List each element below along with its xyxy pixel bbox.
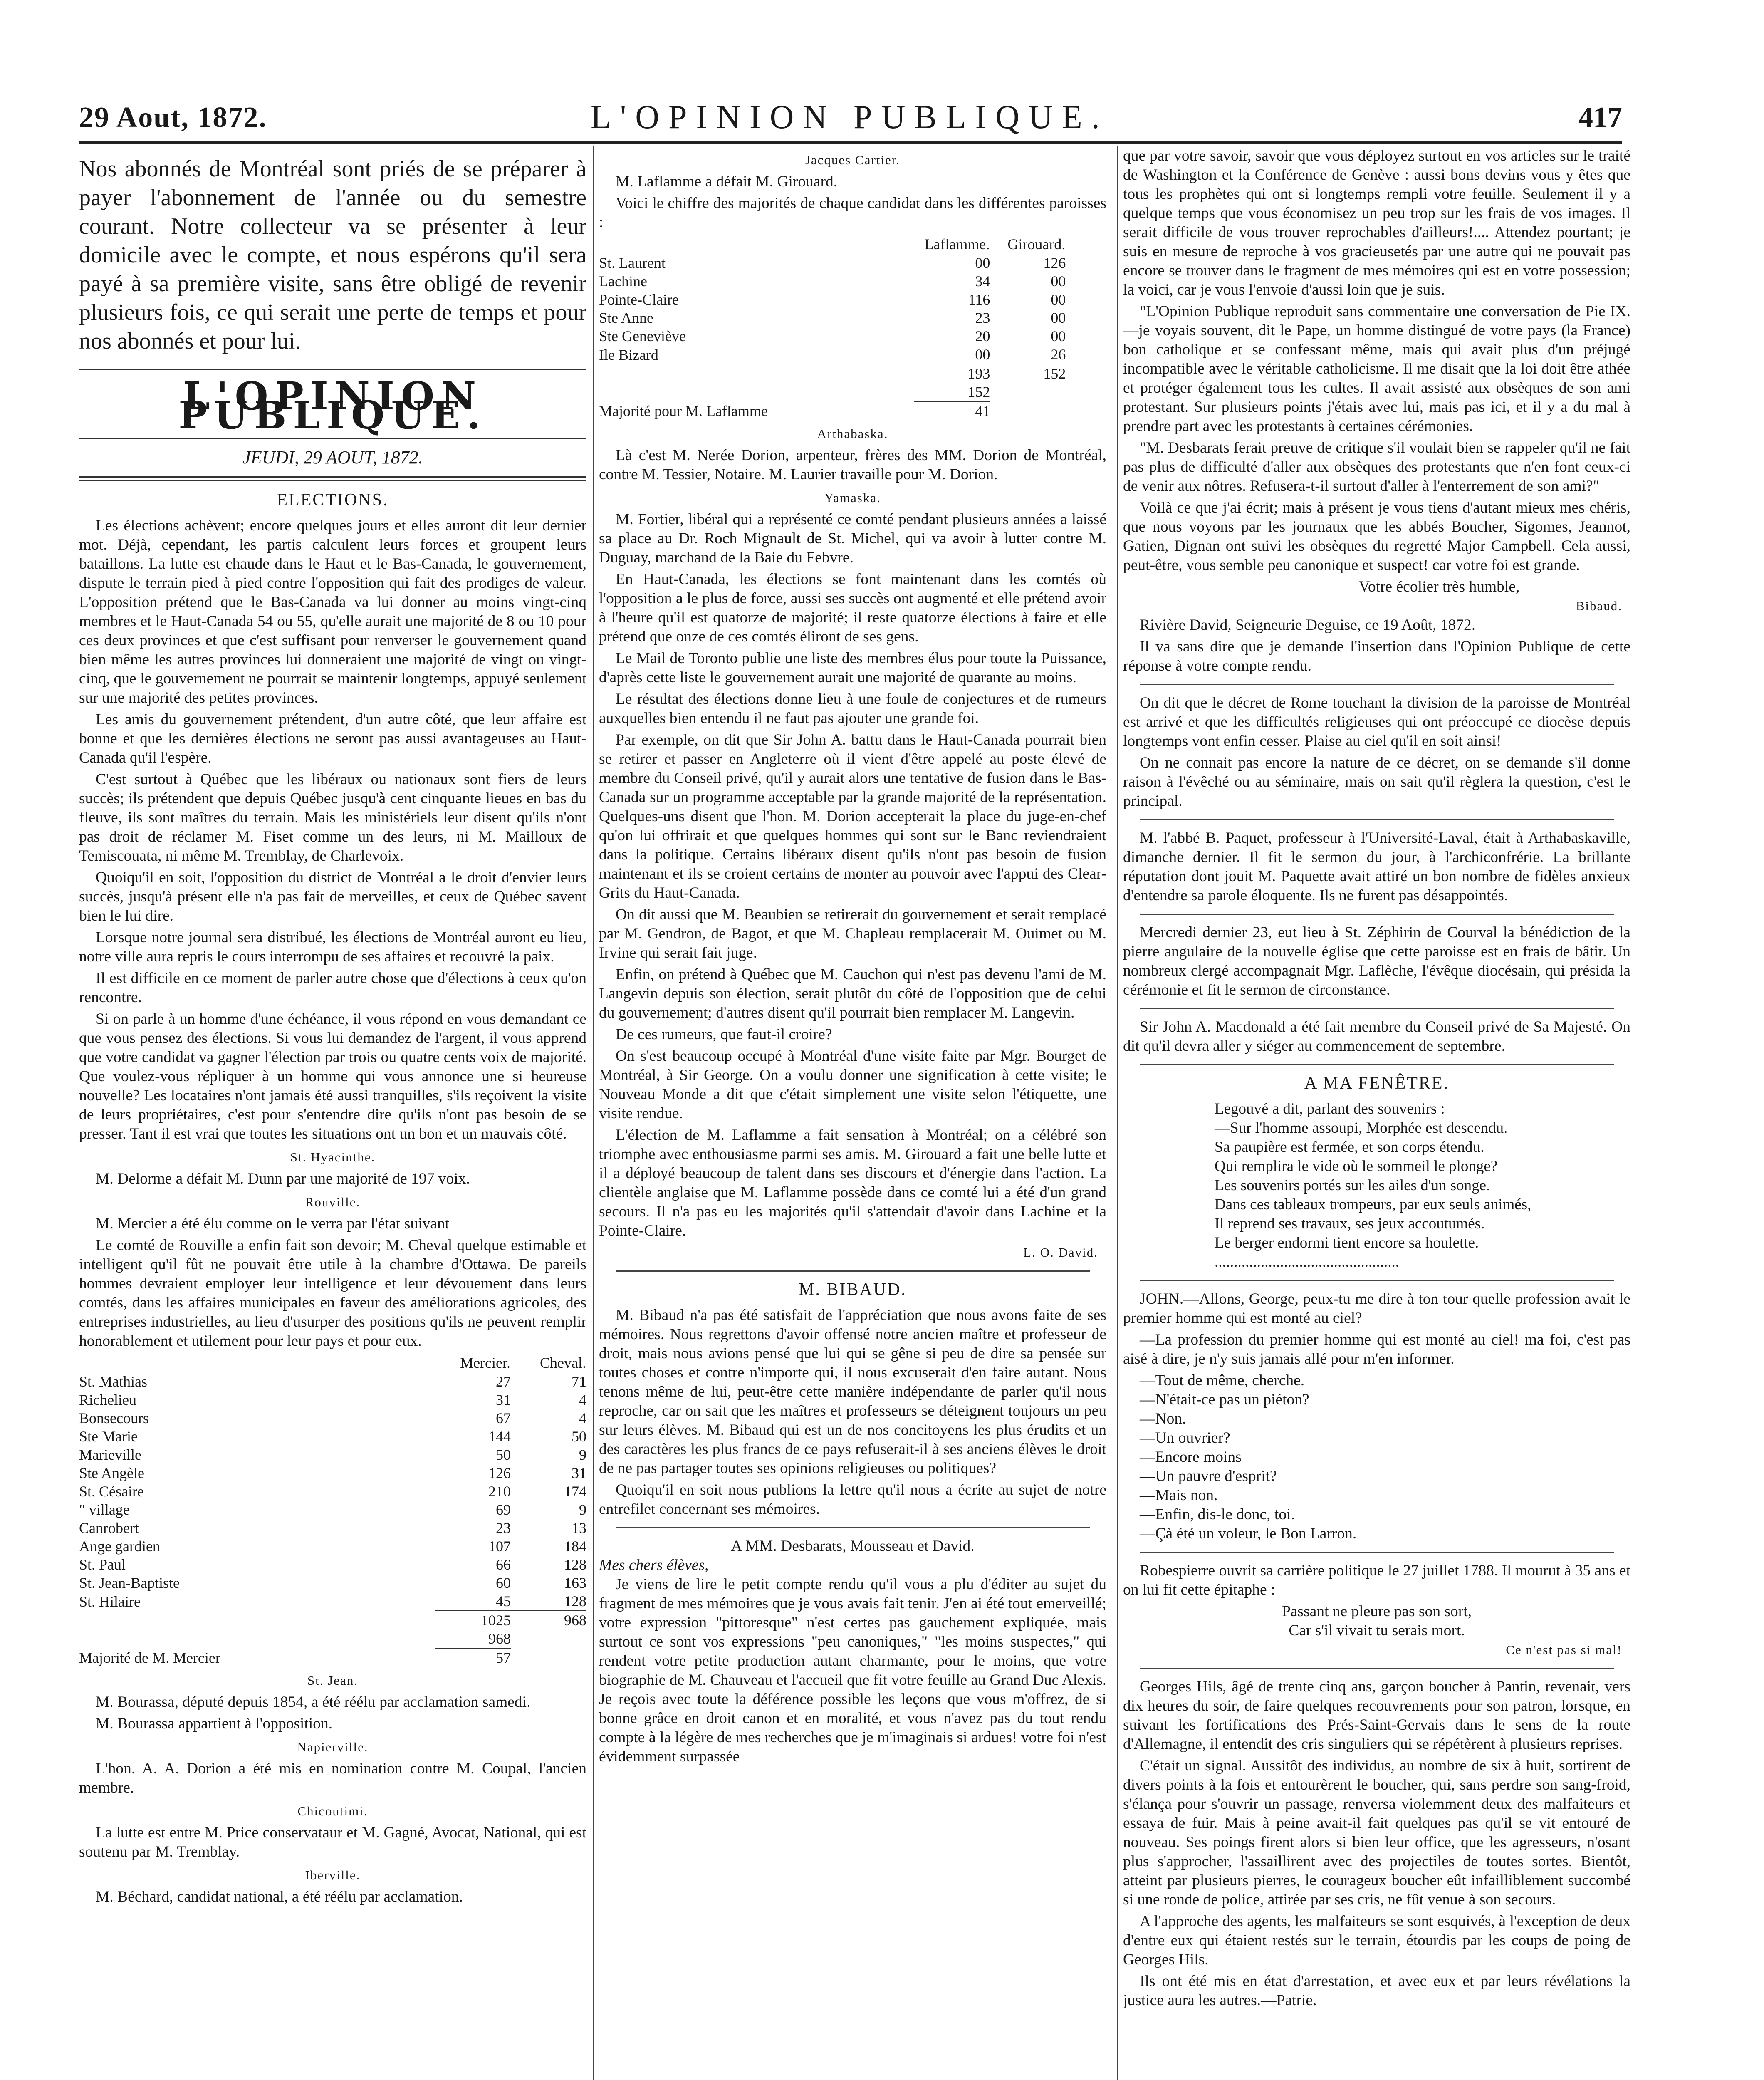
paragraph: En Haut-Canada, les élections se font maintenant dans les comtés où l'opposition a le plus de force, aussi ses succès ont augmenté et elle prétend avoir à l'heure qu'il est quatorze de majorité; il reste quatorze élections à faire et elle prétend que onze de ces comtés éliront de ses gens. (599, 571, 1106, 645)
header-rule (79, 141, 1622, 144)
subheading: St. Hyacinthe. (290, 1150, 376, 1164)
paragraph: M. l'abbé B. Paquet, professeur à l'Université-Laval, était à Arthabaskaville, dimanche dernier. Il fit le sermon du jour, à l'archiconfrérie. La brillante réputation dont jouit M. Paquette avait attiré un bon nombre de fidèles anxieux d'entendre sa parole éloquente. Ils ne furent pas désappointés. (1123, 830, 1630, 904)
subheading: Chicoutimi. (297, 1804, 368, 1818)
paragraph: Ils ont été mis en état d'arrestation, et avec eux et par leurs révélations la justice aura les autres.—Patrie. (1123, 1973, 1630, 2009)
table-row: Ste Marie 144 50 (79, 1428, 586, 1445)
poem-title: A MA FENÊTRE. (1304, 1074, 1450, 1093)
divider (616, 1527, 1090, 1528)
table-row: Ange gardien 107 184 (79, 1538, 586, 1555)
paragraph: Lorsque notre journal sera distribué, les élections de Montréal auront eu lieu, notre ville aura repris le cours interrompu de ses affaires et recouvré la paix. (79, 929, 586, 965)
column-2 (599, 146, 1106, 1769)
paragraph: "L'Opinion Publique reproduit sans commentaire une conversation de Pie IX.—je voyais souvent, dit le Pape, un homme distingué de votre pays (la France) bon catholique et se confessant même, mais qui avait plus d'un préjugé incompatible avec le véritable catholicisme. Il me disait que la loi doit être athée et protéger également tous les cultes. Il avait assisté aux obsèques de son ami protestant. Sur plusieurs points j'étais avec lui, mais pas ici, et il y a du mal à prendre part avec les protestants à certaines cérémonies. (1123, 303, 1630, 435)
table-row: Bonsecours 67 4 (79, 1410, 586, 1426)
paragraph: Le Mail de Toronto publie une liste des membres élus pour toute la Puissance, d'après cette liste le gouvernement aurait une majorité de quarante au moins. (599, 650, 1106, 686)
paragraph: M. Bourassa, député depuis 1854, a été réélu par acclamation samedi. (96, 1694, 531, 1711)
letter-salutation: Mes chers élèves, (599, 1557, 709, 1574)
table-row: Marieville 50 9 (79, 1446, 586, 1463)
table-row: " village 69 9 (79, 1501, 586, 1518)
paragraph: M. Bibaud n'a pas été satisfait de l'appréciation que nous avons faite de ses mémoires. Nous regrettons d'avoir offensé notre ancien maître et professeur de droit, mais nous avions pensé que lui qui se gêne si peu de dire sa pensée sur toutes choses et contre n'importe qui, il nous excuserait d'en faire autant. Nous tenons même de lui, peut-être cette manière indépendante de parler qu'il nous reproche, car on sait que les maîtres et professeurs se déteignent toujours un peu sur leurs élèves. M. Bibaud qui est un de nos concitoyens les plus érudits et un des caractères les plus francs de ce pays refuserait-il à ses anciens élèves le droit de ne pas partager toutes ses opinions religieuses ou politiques? (599, 1307, 1106, 1477)
paragraph: M. Mercier a été élu comme on le verra par l'état suivant (96, 1215, 450, 1232)
paragraph: M. Delorme a défait M. Dunn par une majorité de 197 voix. (96, 1170, 470, 1187)
paragraph: M. Fortier, libéral qui a représenté ce comté pendant plusieurs années a laissé sa place au Dr. Roch Mignault de St. Michel, qui va avoir à lutter contre M. Duguay, marchand de la Baie du Febvre. (599, 511, 1106, 566)
signature: Ce n'est pas si mal! (1506, 1642, 1622, 1657)
signature: Bibaud. (1576, 599, 1622, 613)
paragraph: On dit que le décret de Rome touchant la division de la paroisse de Montréal est arrivé et que les difficultés religieuses qui ont préoccupé ce diocèse depuis longtemps vont enfin cesser. Plaise au ciel qu'il en soit ainsi! (1123, 694, 1630, 750)
paragraph: —La profession du premier homme qui est monté au ciel! ma foi, c'est pas aisé à dire, je n'y suis jamais allé pour m'en informer. (1123, 1331, 1630, 1367)
paragraph: On dit aussi que M. Beaubien se retirerait du gouvernement et serait remplacé par M. Gendron, de Bagot, et que M. Chapleau remplacerait M. Ouimet ou M. Irvine qui serait fait juge. (599, 906, 1106, 961)
table-row: St. Mathias 27 71 (79, 1373, 586, 1390)
column-1 (79, 146, 586, 1909)
paragraph: M. Bourassa appartient à l'opposition. (96, 1715, 333, 1732)
table-row: Ile Bizard 00 26 (599, 346, 1066, 363)
paragraph: Georges Hils, âgé de trente cinq ans, garçon boucher à Pantin, revenait, vers dix heures du soir, de faire quelques recouvrements pour son patron, lorsque, en suivant les fortifications des Prés-Saint-Gervais dans le sens de la route d'Allemagne, il entendit des cris singuliers qui se répétèrent à plusieurs reprises. (1123, 1678, 1630, 1753)
table-row: Canrobert 23 13 (79, 1520, 586, 1536)
subheading: Napierville. (297, 1740, 369, 1754)
newspaper-title: L'OPINION PUBLIQUE. (591, 99, 1109, 136)
paragraph: Il est difficile en ce moment de parler autre chose que d'élections à ceux qu'on rencontre. (79, 970, 586, 1006)
paragraph: C'était un signal. Aussitôt des individus, au nombre de six à huit, sortirent de divers points à la fois et entourèrent le boucher, qui, sans perdre son sang-froid, s'élança pour s'ouvrir un passage, renversa violemment deux des malfaiteurs et essaya de fuir. Mais à peine avait-il fait quelques pas qu'il se vit entouré de nouveau. Ses poings firent alors si bien leur office, que les agresseurs, n'osant plus s'approcher, l'assaillirent avec des projectiles de toutes sortes. Bientôt, atteint par plusieurs pierres, le courageux boucher eût infailliblement succombé si une ronde de police, attirée par ses cris, ne fût venue à son secours. (1123, 1757, 1630, 1908)
table-row: Ste Geneviève 20 00 (599, 328, 1066, 344)
table-row: St. Laurent 00 126 (599, 255, 1066, 271)
divider (1140, 1064, 1614, 1065)
paragraph: Mercredi dernier 23, eut lieu à St. Zéphirin de Courval la bénédiction de la pierre angulaire de la nouvelle église que cette paroisse est en frais de bâtir. Un nombreux clergé accompagnait Mgr. Laflèche, l'évêque diocésain, qui présida la cérémonie et fit le sermon de circonstance. (1123, 924, 1630, 998)
paragraph: De ces rumeurs, que faut-il croire? (616, 1026, 832, 1043)
paragraph: Le résultat des élections donne lieu à une foule de conjectures et de rumeurs auxquelles bien entendu il ne faut pas ajouter une grande foi. (599, 691, 1106, 727)
subheading: Iberville. (305, 1868, 361, 1882)
paragraph: Les élections achèvent; encore quelques jours et elles auront dit leur dernier mot. Déjà, cependant, les partis calculent leurs forces et groupent leurs bataillons. La lutte est chaude dans le Haut et le Bas-Canada, le gouvernement, dispute le terrain pied à pied contre l'opposition qui fait des prodiges de valeur. L'opposition prétend que le Bas-Canada va lui donner au moins vingt-cinq membres et le Haut-Canada 54 ou 55, qu'elle aurait une majorité de 8 ou 10 pour ces deux provinces et que c'est suffisant pour renverser le gouvernement quand bien même les autres provinces lui donneraient une majorité de vingt ou vingt-cinq, que le gouvernement ne pourrait se maintenir longtemps, appuyé seulement sur une majorité des petites provinces. (79, 517, 586, 706)
masthead: L'OPINION PUBLIQUE. (178, 374, 487, 438)
paragraph: Voilà ce que j'ai écrit; mais à présent je vous tiens d'autant mieux mes chéris, que nous voyons par les journaux que les abbés Boucher, Sigomes, Jeannot, Gatien, Dignan ont suivi les obsèques du regretté Major Campbell. Cela aussi, peut-être, vous semble peu canonique et suspect! car votre foi est grande. (1123, 499, 1630, 574)
column-divider (593, 146, 594, 2080)
paragraph: A l'approche des agents, les malfaiteurs se sont esquivés, à l'exception de deux d'entre eux qui étaient restés sur le terrain, étourdis par les coups de poing de Georges Hils. (1123, 1913, 1630, 1968)
totals-row: 1025 968 (79, 1611, 586, 1629)
table-header: Laflamme. (924, 236, 990, 253)
signature: L. O. David. (1023, 1245, 1098, 1260)
dialogue: —Tout de même, cherche. —N'était-ce pas un piéton? —Non. —Un ouvrier? —Encore moins —Un pauvre d'esprit? —Mais non. —Enfin, dis-le donc, toi. —Çà été un voleur, le Bon Larron. (1140, 1372, 1357, 1542)
paragraph: Si on parle à un homme d'une échéance, il vous répond en vous demandant ce que vous pensez des élections. Si vous lui demandez de l'argent, il vous apprend que votre candidat va gagner l'élection par trois ou quatre cents voix de majorité. Que voulez-vous répliquer à un homme qui vous annonce une si heureuse nouvelle? Les locataires n'ont jamais été aussi tranquilles, s'ils reçoivent la visite de leurs propriétaires, c'est pour s'entendre dire qu'ils n'ont pas besoin de se presser. Tant il est vrai que toutes les situations ont un bon et un mauvais côté. (79, 1010, 586, 1142)
paragraph: M. Béchard, candidat national, a été réélu par acclamation. (96, 1888, 463, 1905)
section-title: ELECTIONS. (277, 490, 389, 510)
letter-title: A MM. Desbarats, Mousseau et David. (731, 1538, 975, 1555)
page-number: 417 (1578, 102, 1622, 134)
divider (1140, 1280, 1614, 1281)
paragraph: L'hon. A. A. Dorion a été mis en nomination contre M. Coupal, l'ancien membre. (79, 1760, 586, 1796)
divider (1140, 914, 1614, 915)
paragraph: Sir John A. Macdonald a été fait membre du Conseil privé de Sa Majesté. On dit qu'il devra aller y siéger au commencement de septembre. (1123, 1018, 1630, 1055)
paragraph: JOHN.—Allons, George, peux-tu me dire à ton tour quelle profession avait le premier homme qui est monté au ciel? (1123, 1290, 1630, 1327)
subtract-row: 152 (967, 384, 990, 400)
paragraph: Robespierre ouvrit sa carrière politique le 27 juillet 1788. Il mourut à 35 ans et on lui fit cette épitaphe : (1123, 1562, 1630, 1598)
divider (1140, 819, 1614, 820)
paragraph: Enfin, on prétend à Québec que M. Cauchon qui n'est pas devenu l'ami de M. Langevin depuis son élection, serait plutôt du côté de l'opposition que de celui du gouvernement; d'autres disent qu'il pourrait bien remplacer M. Langevin. (599, 966, 1106, 1021)
paragraph: Les amis du gouvernement prétendent, d'un autre côté, que leur affaire est bonne et que les dernières élections ne seront pas aussi avantageuses au Haut-Canada qu'il l'espère. (79, 711, 586, 766)
paragraph: On s'est beaucoup occupé à Montréal d'une visite faite par Mgr. Bourget de Montréal, à Sir George. On a voulu donner une signification à cette visite; le Nouveau Monde a dit que c'était simplement une visite selon l'étiquette, une visite rendue. (599, 1047, 1106, 1122)
majority-row: Majorité pour M. Laflamme 41 (599, 401, 1066, 420)
paragraph: Quoiqu'il en soit nous publions la lettre qu'il nous a écrite au sujet de notre entrefilet concernant ses mémoires. (599, 1481, 1106, 1518)
rouville-tally-table (79, 1353, 586, 1667)
table-row: St. Jean-Baptiste 60 163 (79, 1575, 586, 1591)
jacques-cartier-table (599, 235, 1066, 420)
subheading: Rouville. (305, 1195, 361, 1209)
divider (1140, 1552, 1614, 1553)
divider (616, 1270, 1090, 1272)
table-row: St. Hilaire 45 128 (79, 1593, 586, 1610)
majority-row: Majorité de M. Mercier 57 (79, 1648, 586, 1667)
divider (1140, 684, 1614, 685)
paragraph: "M. Desbarats ferait preuve de critique s'il voulait bien se rappeler qu'il ne fait pas plus de difficulté d'aller aux obsèques des protestants que n'en font ceux-ci de venir aux nôtres. Refusera-t-il surtout d'aller à l'enterrement de son ami?" (1123, 439, 1630, 495)
table-row: St. Paul 66 128 (79, 1556, 586, 1573)
page-header (79, 94, 1622, 139)
divider (79, 365, 586, 370)
column-3 (1123, 146, 1630, 2013)
masthead-date: JEUDI, 29 AOUT, 1872. (242, 447, 423, 468)
table-row: Pointe-Claire 116 00 (599, 291, 1066, 308)
subtract-row: 968 (488, 1630, 511, 1647)
table-row: St. Césaire 210 174 (79, 1483, 586, 1500)
issue-date: 29 Aout, 1872. (79, 102, 267, 134)
paragraph: Là c'est M. Nerée Dorion, arpenteur, frères des MM. Dorion de Montréal, contre M. Tessier, Notaire. M. Laurier travaille pour M. Dorion. (599, 447, 1106, 483)
paragraph: On ne connait pas encore la nature de ce décret, on se demande s'il donne raison à l'évêché ou au séminaire, mais on sait qu'il règlera la question, c'est le principal. (1123, 754, 1630, 810)
poem: Legouvé a dit, parlant des souvenirs : —Sur l'homme assoupi, Morphée est descendu. Sa paupière est fermée, et son corps étendu. Qui remplira le vide où le sommeil le plonge? Les souvenirs portés sur les ailes d'un songe. Dans ces tableaux trompeurs, par eux seuls animés, Il reprend ses travaux, ses jeux accoutumés. Le berger endormi tient encore sa houlette. ................................................ (1215, 1100, 1531, 1270)
paragraph: La lutte est entre M. Price conservataur et M. Gagné, Avocat, National, qui est soutenu par M. Tremblay. (79, 1824, 586, 1860)
paragraph: Voici le chiffre des majorités de chaque candidat dans les différentes paroisses : (599, 195, 1106, 231)
paragraph: M. Laflamme a défait M. Girouard. (616, 173, 838, 190)
paragraph: que par votre savoir, savoir que vous déployez surtout en vos articles sur le traité de Washington et la Conférence de Genève : aussi bons devins vous y êtes que tous les prophètes qui ont si longtemps rempli votre feuille. Seulement il y a quelque temps que vous économisez un peu trop sur les frais de vos images. Il serait difficile de vous trouver reprochables d'ailleurs!.... Attendez pourtant; je suis en mesure de reproche à vos gracieusetés par une autre qui ne pouvait pas encore se trouver dans le fragment de mes mémoires qui est en votre possession; la voici, car je vous l'envoie d'aussi loin que je suis. (1123, 147, 1630, 298)
section-title: M. BIBAUD. (799, 1280, 907, 1299)
table-row: Richelieu 31 4 (79, 1392, 586, 1408)
subheading: Yamaska. (824, 490, 881, 505)
table-row: Ste Angèle 126 31 (79, 1465, 586, 1481)
paragraph: Quoiqu'il en soit, l'opposition du district de Montréal a le droit d'envier leurs succès, jusqu'à présent elle n'a pas fait de merveilles, et ceux de Québec savent bien le lui dire. (79, 869, 586, 924)
subheading: St. Jean. (307, 1673, 359, 1688)
paragraph: L'élection de M. Laflamme a fait sensation à Montréal; on a célébré son triomphe avec enthousiasme parmi ses amis. M. Girouard a fait une belle lutte et il a déployé beaucoup de talent dans ses discours et d'énergie dans l'action. La clientèle anglaise que M. Laflamme possède dans ce comté lui a été d'un grand secours. Il n'a pas eu les majorités qu'il s'attendait d'avoir dans Lachine et la Pointe-Claire. (599, 1127, 1106, 1239)
table-header: Mercier. (460, 1354, 510, 1371)
letter-closing: Votre écolier très humble, (1358, 578, 1520, 595)
paragraph: Je viens de lire le petit compte rendu qu'il vous a plu d'éditer au sujet du fragment de mes mémoires que je vous avais fait tenir. J'en ai été tout emerveillé; votre expression "pittoresque" n'est certes pas gauchement expliquée, mais surtout ce sont vos expressions "peu canoniques," "les moins suspectes," qui rendent votre petite production autant charmante, pour le moins, que votre biographie de M. Chauveau et l'accueil que fit votre feuille au Grand Duc Alexis. Je reçois avec toute la déférence possible les leçons que vous m'offrez, de si bonne grâce en droit canon et en moralité, et vous n'avez pas du tout rendu compte à la légère de mes recherches que je m'imaginais si ardues! votre foi n'est évidemment surpassée (599, 1576, 1106, 1765)
paragraph: Par exemple, on dit que Sir John A. battu dans le Haut-Canada pourrait bien se retirer et passer en Angleterre où il vient d'être appelé au poste élevé de membre du Conseil privé, qu'il y aurait alors une tentative de fusion dans le Bas-Canada sur un programme acceptable par la grande majorité de la représentation. Quelques-uns disent que l'hon. M. Dorion accepterait la place du juge-en-chef qu'on lui offrirait et que quelques hommes qui sont sur le Banc reviendraient dans la politique. Certains libéraux disent qu'ils n'ont pas besoin de fusion maintenant et ils se croient certains de monter au pouvoir avec l'appui des Clear-Grits du Haut-Canada. (599, 731, 1106, 901)
divider (79, 476, 586, 481)
table-row: Lachine 34 00 (599, 273, 1066, 290)
table-header: Cheval. (540, 1354, 586, 1371)
divider (1140, 1668, 1614, 1669)
paragraph: Le comté de Rouville a enfin fait son devoir; M. Cheval quelque estimable et intelligent qu'il fût ne pouvait être utile à la chambre d'Ottawa. De pareils hommes devraient employer leur intelligence et leur dévouement dans leurs comtés, dans les affaires municipales en faveur des améliorations agricoles, des entreprises industrielles, au lieu d'usurper des positions qu'ils ne peuvent remplir honorablement et utilement pour leur pays et pour eux. (79, 1237, 586, 1350)
paragraph: C'est surtout à Québec que les libéraux ou nationaux sont fiers de leurs succès; ils prétendent que depuis Québec jusqu'à cent cinquante lieues en bas du fleuve, ils sont maîtres du terrain. Mais les ministériels leur disent qu'ils n'ont pas droit de réclamer M. Fiset comme un des leurs, ni M. Mailloux de Temiscouata, ni même M. Tremblay, de Charlevoix. (79, 771, 586, 864)
totals-row: 193 152 (599, 364, 1066, 383)
subheading: Arthabaska. (817, 426, 888, 441)
table-header: Girouard. (1007, 236, 1066, 253)
paragraph: Il va sans dire que je demande l'insertion dans l'Opinion Publique de cette réponse à votre compte rendu. (1123, 638, 1630, 674)
paragraph: Rivière David, Seigneurie Deguise, ce 19 Août, 1872. (1140, 617, 1476, 634)
subscriber-notice: Nos abonnés de Montréal sont priés de se préparer à payer l'abonnement de l'année ou du semestre courant. Notre collecteur va se présenter à leur domicile avec le compte, et nous espérons qu'il sera payé à sa première visite, sans être obligé de revenir plusieurs fois, ce qui serait une perte de temps et pour nos abonnés et pour lui. (79, 156, 586, 354)
subheading: Jacques Cartier. (805, 153, 901, 167)
epitaph: Passant ne pleure pas son sort, Car s'il vivait tu serais mort. (1282, 1603, 1472, 1639)
table-row: Ste Anne 23 00 (599, 310, 1066, 326)
column-divider (1117, 146, 1118, 2080)
divider (1140, 1008, 1614, 1009)
